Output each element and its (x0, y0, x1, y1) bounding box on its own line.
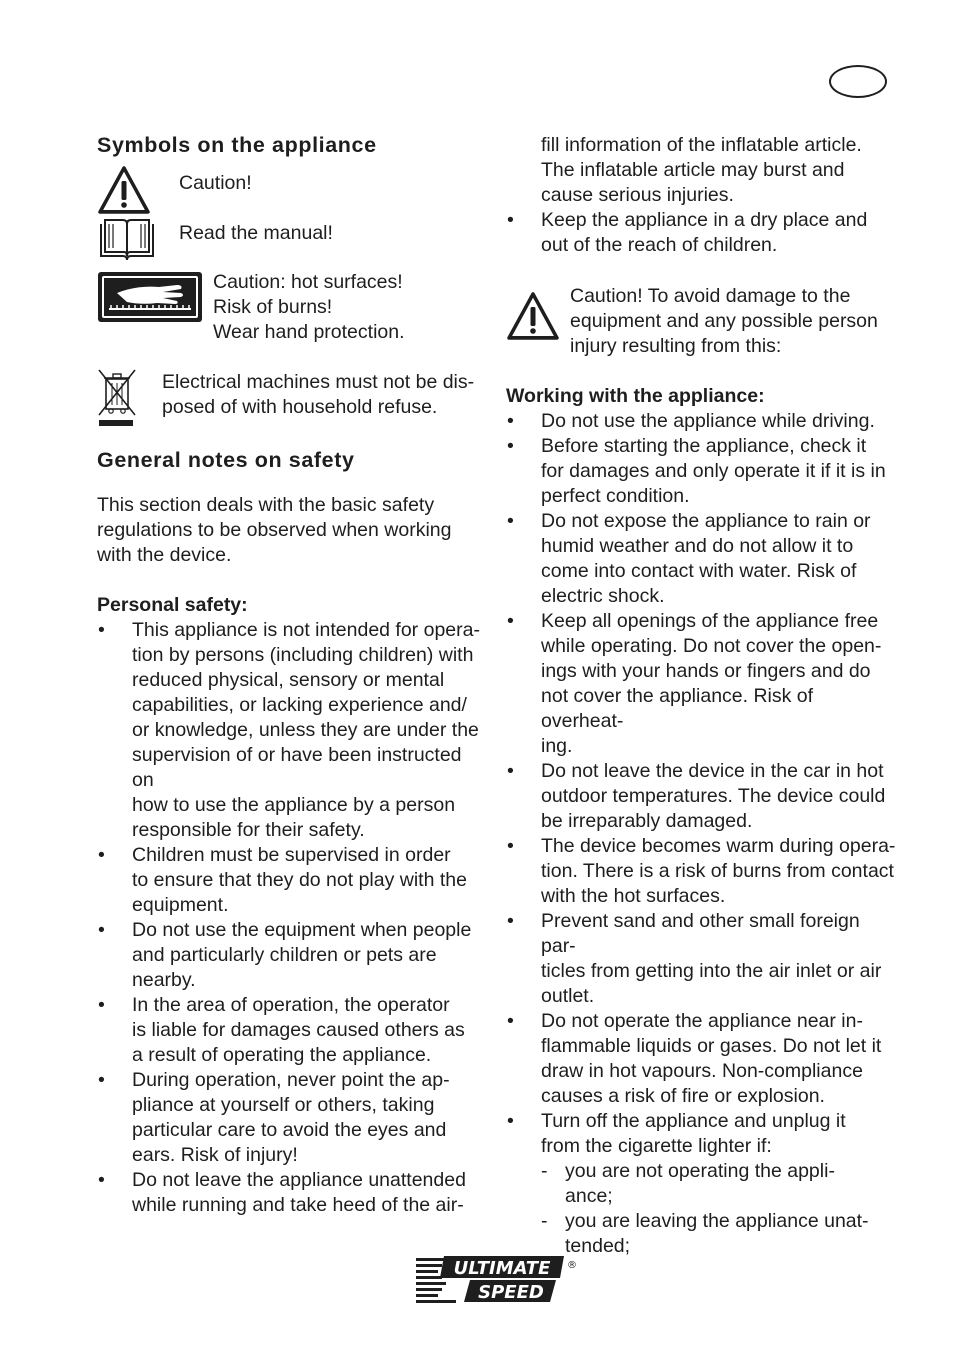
list-item: • Do not expose the appliance to rain or humid weather and do not allow it to come into contact with water. Risk of electric shock. (506, 509, 896, 609)
list-item: • Do not leave the appliance unattended while running and take heed of the air- (97, 1168, 487, 1218)
caution-block (506, 284, 896, 359)
general-safety-heading: General notes on safety (97, 448, 355, 472)
list-item: - you are not operating the appli- ance; (541, 1159, 896, 1209)
working-heading: Working with the appliance: (506, 385, 765, 407)
caution-line-1: Caution! To avoid damage to the (570, 285, 851, 307)
symbol-caution (97, 166, 487, 216)
list-item: • Do not leave the device in the car in hot outdoor temperatures. The device could be irreparably damaged. (506, 759, 896, 834)
symbols-heading: Symbols on the appliance (97, 133, 377, 157)
right-column (506, 133, 896, 1259)
manual-book-icon (97, 218, 157, 264)
hot-surface-hand-icon (97, 271, 203, 323)
list-item: • Prevent sand and other small foreign par- ticles from getting into the air inlet or air outlet. (506, 909, 896, 1009)
list-item: • Before starting the appliance, check it for damages and only operate it if it is in perfect condition. (506, 434, 896, 509)
logo-word-top: ULTIMATE (453, 1258, 551, 1279)
list-item: • The device becomes warm during opera- tion. There is a risk of burns from contact with the hot surfaces. (506, 834, 896, 909)
personal-safety-list (97, 618, 487, 1218)
intro-line-2: regulations to be observed when working (97, 519, 452, 541)
symbol-read-manual (97, 216, 487, 268)
list-item: • Children must be supervised in order to ensure that they do not play with the equipment. (97, 843, 487, 918)
list-item: • Keep the appliance in a dry place and out of the reach of children. (506, 208, 896, 258)
list-item: • Do not operate the appliance near in- flammable liquids or gases. Do not let it draw in hot vapours. Non-compliance causes a risk of fire or explosion. (506, 1009, 896, 1109)
hot-surface-line-1: Caution: hot surfaces! (213, 271, 403, 293)
list-item: • Do not use the equipment when people and particularly children or pets are nearby. (97, 918, 487, 993)
working-list (506, 409, 896, 1259)
intro-paragraph (97, 493, 487, 568)
list-item: - you are leaving the appliance unat- tended; (541, 1209, 896, 1259)
continued-text: fill information of the inflatable article. The inflatable article may burst and cause serious injuries. (541, 134, 862, 206)
warning-triangle-icon (506, 291, 560, 341)
left-column (97, 128, 487, 1218)
symbol-caution-text: Caution! (179, 172, 252, 194)
ultimate-speed-logo (414, 1254, 580, 1306)
language-badge (829, 65, 887, 98)
symbol-hot-surface (97, 268, 487, 368)
logo-word-bottom: SPEED (478, 1282, 544, 1303)
symbol-disposal (97, 368, 487, 438)
list-item: • Do not use the appliance while driving. (506, 409, 896, 434)
list-item: • In the area of operation, the operator is liable for damages caused others as a result of operating the appliance. (97, 993, 487, 1068)
intro-line-1: This section deals with the basic safety (97, 494, 435, 516)
registered-mark: ® (567, 1260, 577, 1271)
disposal-line-1: Electrical machines must not be dis- (162, 371, 475, 393)
unplug-conditions-list (541, 1159, 896, 1259)
warning-triangle-icon (97, 165, 151, 215)
intro-line-3: with the device. (97, 544, 232, 566)
list-item: • During operation, never point the ap- pliance at yourself or others, taking particular care to avoid the eyes and ears. Risk of injury! (97, 1068, 487, 1168)
list-item: • Keep all openings of the appliance free while operating. Do not cover the open- ings with your hands or fingers and do not cover the appliance. Risk of overheat- ing. (506, 609, 896, 759)
caution-line-2: equipment and any possible person (570, 310, 878, 332)
list-item: • Turn off the appliance and unplug it from the cigarette lighter if: - you are not operating the appli- ance; - you are leaving the appliance unat- tended; (506, 1109, 896, 1259)
caution-line-3: injury resulting from this: (570, 335, 782, 357)
list-item: • This appliance is not intended for opera- tion by persons (including children) with reduced physical, sensory or mental capabilities, or lacking experience and/ or knowledge, unless they are under the supervision of or have been instructed on how to use the appliance by a person responsible for their safety. (97, 618, 487, 843)
hot-surface-line-3: Wear hand protection. (213, 321, 405, 343)
disposal-line-2: posed of with household refuse. (162, 396, 438, 418)
symbol-read-manual-text: Read the manual! (179, 222, 333, 244)
personal-safety-heading: Personal safety: (97, 594, 248, 616)
hot-surface-line-2: Risk of burns! (213, 296, 333, 318)
storage-list (506, 208, 896, 258)
crossed-bin-icon (97, 367, 137, 429)
